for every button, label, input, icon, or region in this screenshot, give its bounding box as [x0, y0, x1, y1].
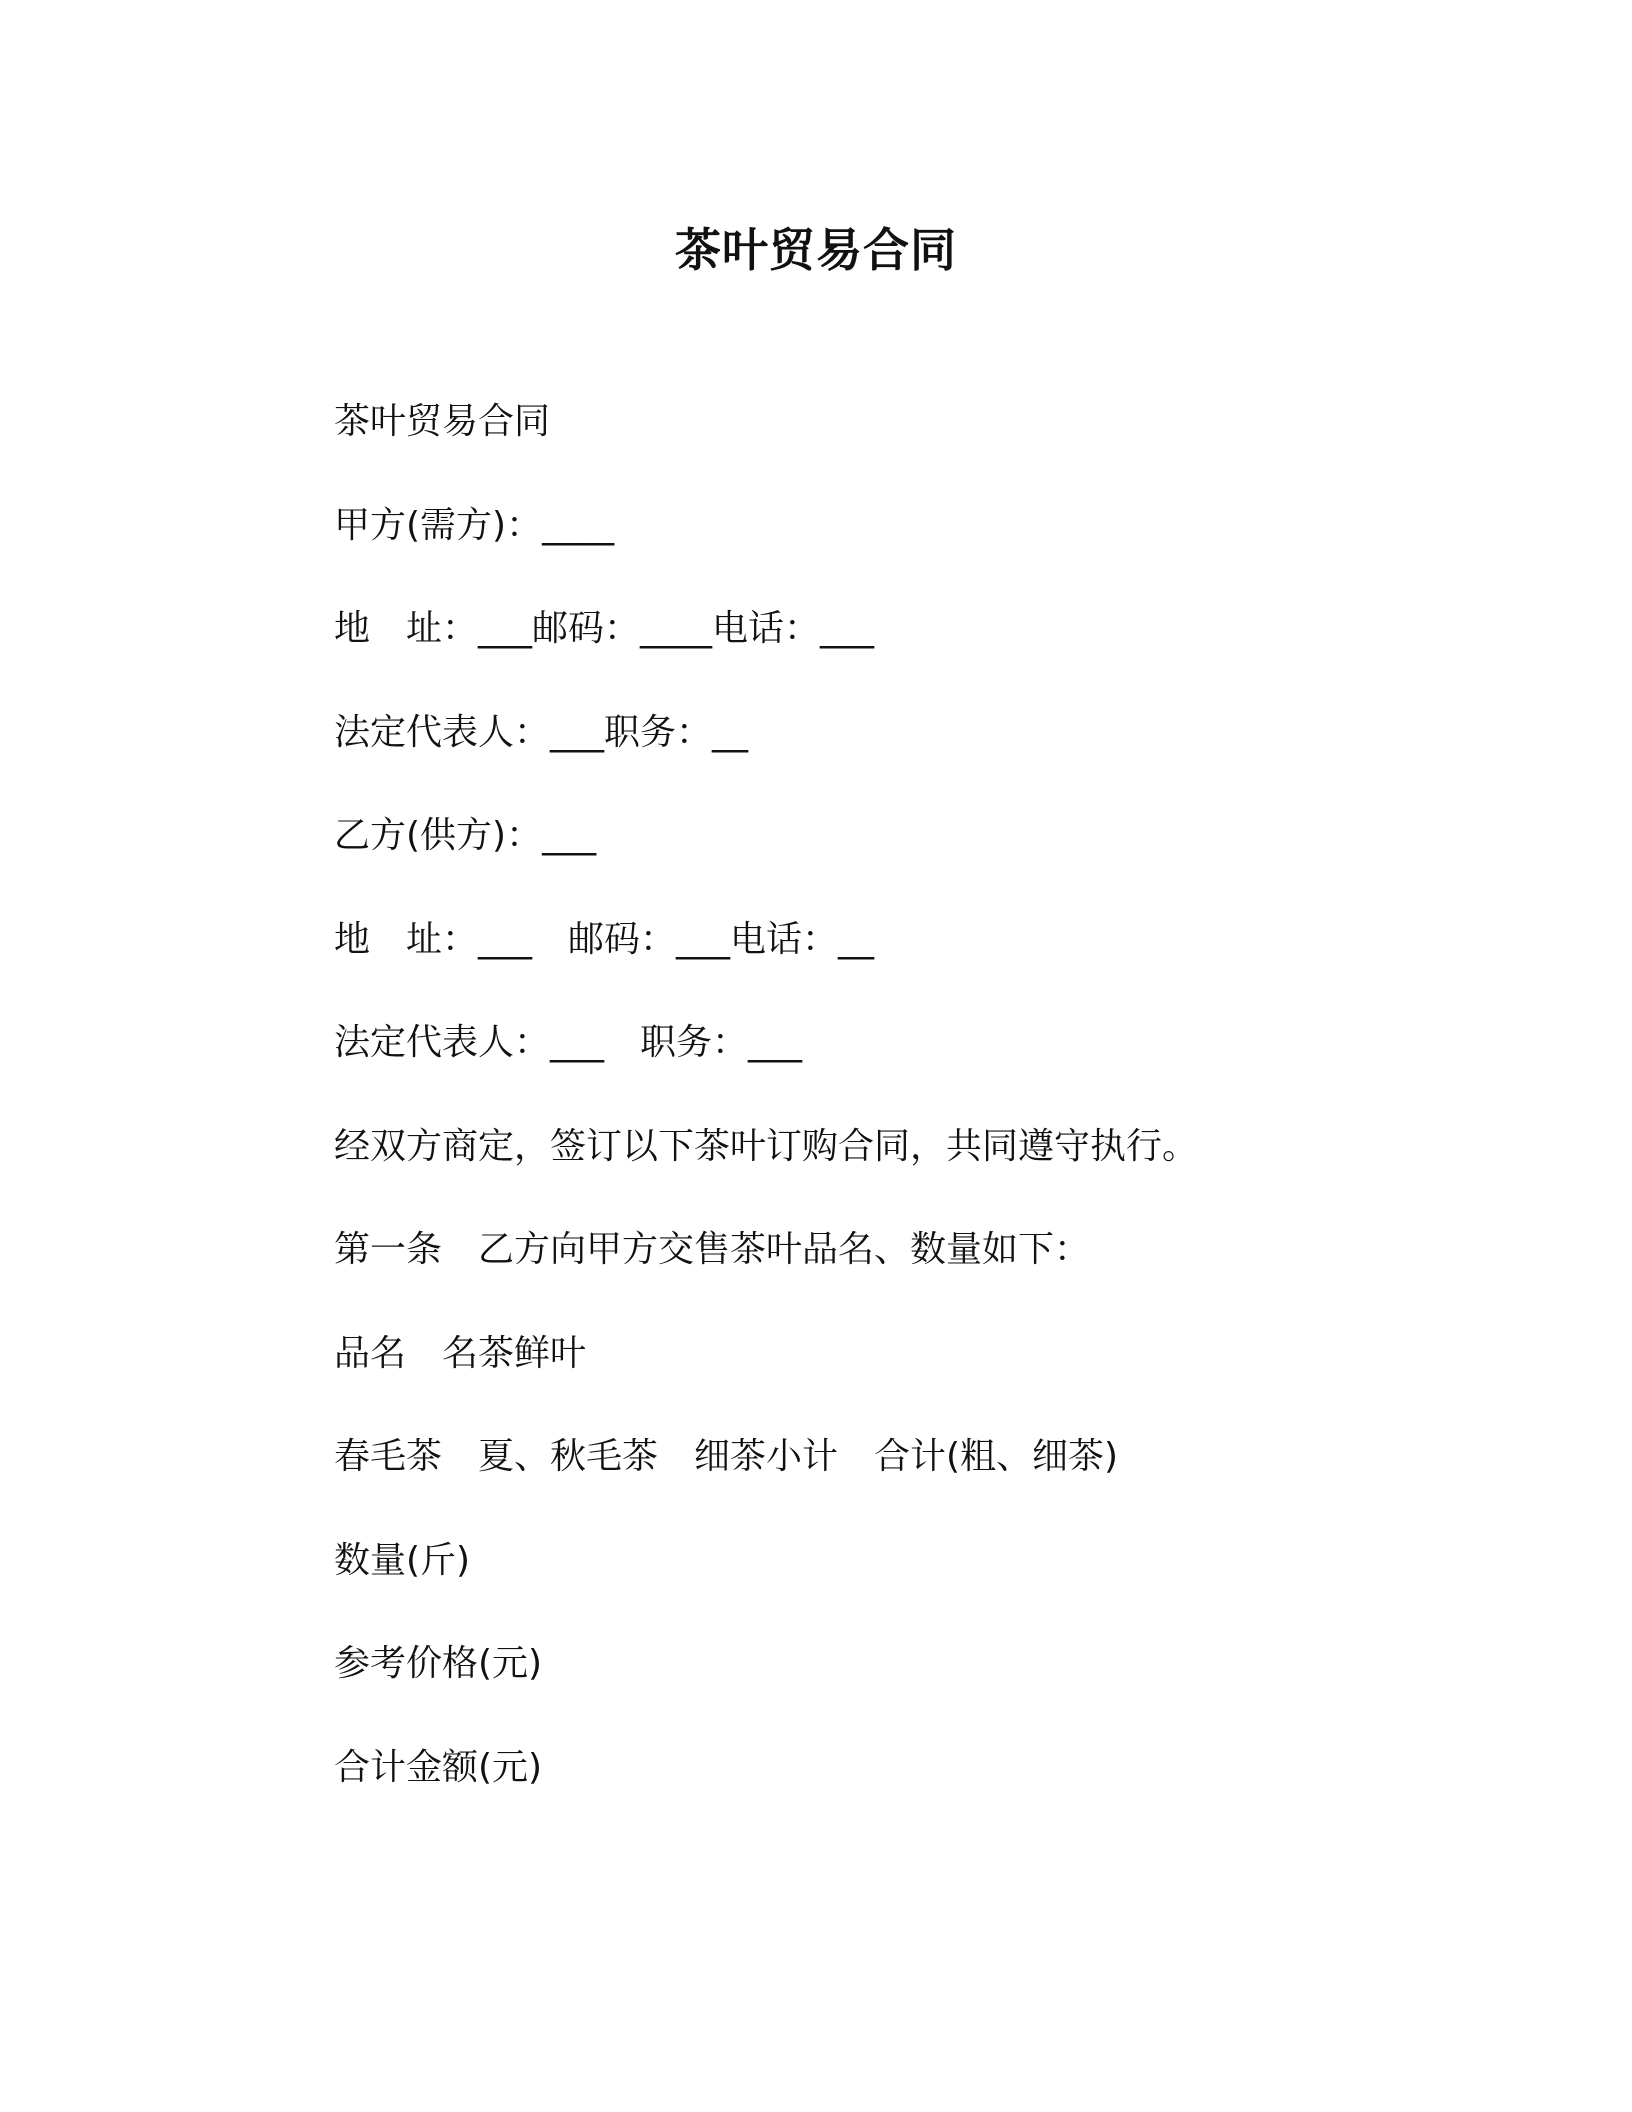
- reference-price-line: 参考价格(元): [334, 1643, 543, 1684]
- party-a-name-line: 甲方(需方)：____: [334, 504, 615, 546]
- party-a-representative-line: 法定代表人：___职务：__: [334, 711, 749, 753]
- document-title: 茶叶贸易合同: [675, 223, 957, 277]
- agreement-statement: 经双方商定，签订以下茶叶订购合同，共同遵守执行。: [334, 1125, 1199, 1167]
- article-one: 第一条 乙方向甲方交售茶叶品名、数量如下：: [334, 1229, 1091, 1270]
- body-line-heading: 茶叶贸易合同: [334, 401, 551, 442]
- document-body: [334, 392, 1334, 1841]
- party-a-address-line: 地 址：___邮码：____电话：___: [334, 608, 875, 649]
- product-categories-line: 春毛茶 夏、秋毛茶 细茶小计 合计(粗、细茶): [334, 1436, 1119, 1477]
- quantity-line: 数量(斤): [334, 1539, 471, 1581]
- party-b-representative-line: 法定代表人：___ 职务：___: [334, 1022, 803, 1063]
- party-b-address-line: 地 址：___ 邮码：___电话：__: [334, 918, 875, 960]
- total-amount-line: 合计金额(元): [334, 1746, 543, 1788]
- party-b-name-line: 乙方(供方)：___: [334, 815, 597, 856]
- product-name-line: 品名 名茶鲜叶: [334, 1332, 587, 1374]
